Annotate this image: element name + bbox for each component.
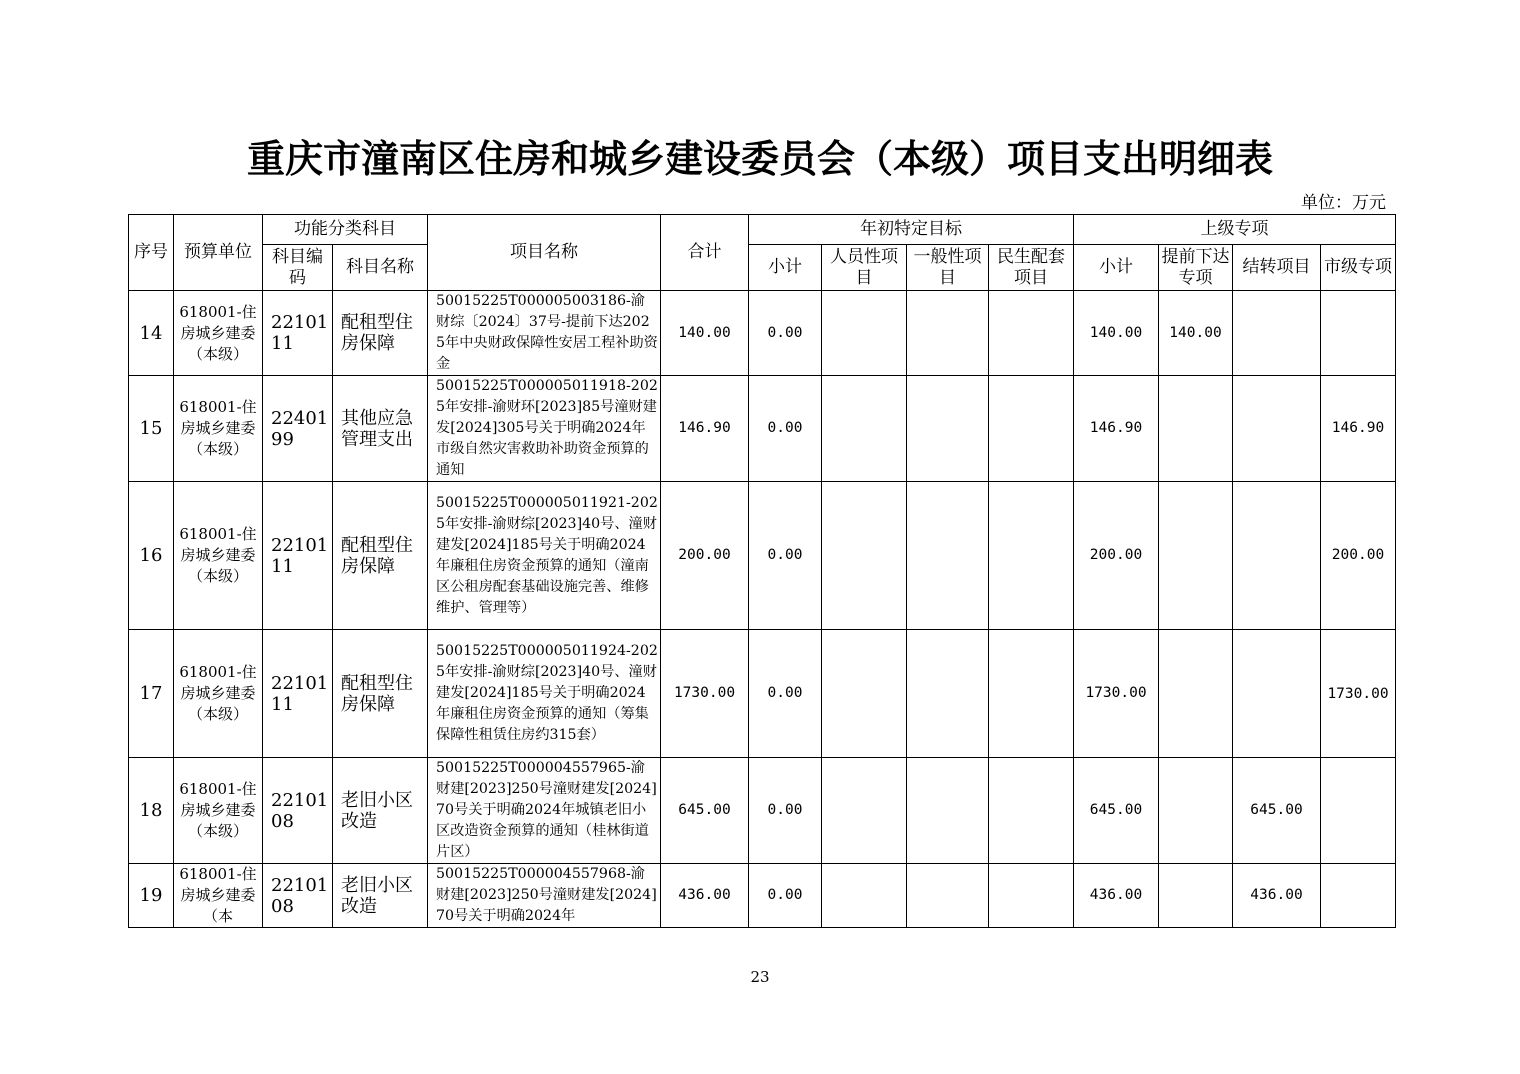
- page-title: 重庆市潼南区住房和城乡建设委员会（本级）项目支出明细表: [246, 137, 1273, 181]
- row-total: 200.00: [661, 482, 749, 630]
- row-subject-name: 配租型住房保障: [333, 630, 428, 758]
- row-project-name: 50015225T000005011924-2025年安排-渝财综[2023]40号、潼财建发[2024]185号关于明确2024年廉租住房资金预算的通知（筹集保障性租赁住房约315套）: [428, 630, 661, 758]
- header-carryover-project: 结转项目: [1233, 245, 1321, 291]
- table-row: [129, 376, 1396, 482]
- row-subject-code: 2210111: [263, 482, 333, 630]
- page-number: 23: [750, 968, 770, 986]
- row-superior-subtotal: 1730.00: [1074, 630, 1159, 758]
- row-budget-unit: 618001-住房城乡建委（本: [174, 864, 263, 928]
- row-total: 140.00: [661, 291, 749, 376]
- row-superior-subtotal: 645.00: [1074, 758, 1159, 864]
- row-project-name: 50015225T000004557968-渝财建[2023]250号潼财建发[2024]70号关于明确2024年: [428, 864, 661, 928]
- header-city-special: 市级专项: [1321, 245, 1396, 291]
- header-initial-target: 年初特定目标: [749, 215, 1074, 245]
- row-initial-subtotal: 0.00: [749, 758, 822, 864]
- row-advance-special: [1159, 376, 1233, 482]
- row-carryover-project: [1233, 291, 1321, 376]
- row-subject-code: 2240199: [263, 376, 333, 482]
- row-initial-subtotal: 0.00: [749, 630, 822, 758]
- header-subject-name: 科目名称: [333, 245, 428, 291]
- row-subject-name: 配租型住房保障: [333, 291, 428, 376]
- row-seq: 17: [129, 630, 174, 758]
- row-subject-code: 2210111: [263, 630, 333, 758]
- row-livelihood-project: [989, 376, 1074, 482]
- budget-table: [128, 214, 1396, 928]
- row-superior-subtotal: 200.00: [1074, 482, 1159, 630]
- row-city-special: 1730.00: [1321, 630, 1396, 758]
- row-seq: 16: [129, 482, 174, 630]
- row-budget-unit: 618001-住房城乡建委（本级）: [174, 630, 263, 758]
- row-budget-unit: 618001-住房城乡建委（本级）: [174, 758, 263, 864]
- header-livelihood-project: 民生配套项目: [989, 245, 1074, 291]
- row-project-name: 50015225T000005003186-渝财综〔2024〕37号-提前下达2025年中央财政保障性安居工程补助资金: [428, 291, 661, 376]
- row-general-project: [907, 630, 989, 758]
- row-seq: 18: [129, 758, 174, 864]
- row-superior-subtotal: 140.00: [1074, 291, 1159, 376]
- table-row: [129, 482, 1396, 630]
- row-carryover-project: 436.00: [1233, 864, 1321, 928]
- row-initial-subtotal: 0.00: [749, 482, 822, 630]
- header-initial-subtotal: 小计: [749, 245, 822, 291]
- row-project-name: 50015225T000004557965-渝财建[2023]250号潼财建发[2024]70号关于明确2024年城镇老旧小区改造资金预算的通知（桂林街道片区）: [428, 758, 661, 864]
- row-advance-special: [1159, 758, 1233, 864]
- header-seq: 序号: [129, 215, 174, 291]
- header-subject-code: 科目编码: [263, 245, 333, 291]
- header-personnel-project: 人员性项目: [822, 245, 907, 291]
- table-row: [129, 291, 1396, 376]
- header-superior-special: 上级专项: [1074, 215, 1396, 245]
- row-superior-subtotal: 436.00: [1074, 864, 1159, 928]
- row-general-project: [907, 291, 989, 376]
- row-city-special: 200.00: [1321, 482, 1396, 630]
- header-project-name: 项目名称: [428, 215, 661, 291]
- row-initial-subtotal: 0.00: [749, 376, 822, 482]
- row-livelihood-project: [989, 758, 1074, 864]
- header-superior-subtotal: 小计: [1074, 245, 1159, 291]
- row-city-special: 146.90: [1321, 376, 1396, 482]
- row-carryover-project: 645.00: [1233, 758, 1321, 864]
- row-general-project: [907, 864, 989, 928]
- row-budget-unit: 618001-住房城乡建委（本级）: [174, 291, 263, 376]
- row-carryover-project: [1233, 482, 1321, 630]
- row-budget-unit: 618001-住房城乡建委（本级）: [174, 482, 263, 630]
- row-seq: 19: [129, 864, 174, 928]
- row-budget-unit: 618001-住房城乡建委（本级）: [174, 376, 263, 482]
- row-city-special: [1321, 291, 1396, 376]
- row-personnel-project: [822, 291, 907, 376]
- table-row: [129, 758, 1396, 864]
- row-project-name: 50015225T000005011921-2025年安排-渝财综[2023]40号、潼财建发[2024]185号关于明确2024年廉租住房资金预算的通知（潼南区公租房配套基础设施完善、维修维护、管理等）: [428, 482, 661, 630]
- row-advance-special: 140.00: [1159, 291, 1233, 376]
- header-advance-special: 提前下达专项: [1159, 245, 1233, 291]
- row-seq: 14: [129, 291, 174, 376]
- row-city-special: [1321, 864, 1396, 928]
- row-livelihood-project: [989, 630, 1074, 758]
- row-advance-special: [1159, 482, 1233, 630]
- row-livelihood-project: [989, 864, 1074, 928]
- table-row: [129, 864, 1396, 928]
- row-total: 146.90: [661, 376, 749, 482]
- row-carryover-project: [1233, 630, 1321, 758]
- row-subject-name: 其他应急管理支出: [333, 376, 428, 482]
- row-advance-special: [1159, 864, 1233, 928]
- header-total: 合计: [661, 215, 749, 291]
- row-advance-special: [1159, 630, 1233, 758]
- row-total: 436.00: [661, 864, 749, 928]
- row-personnel-project: [822, 630, 907, 758]
- row-personnel-project: [822, 376, 907, 482]
- row-initial-subtotal: 0.00: [749, 291, 822, 376]
- header-general-project: 一般性项目: [907, 245, 989, 291]
- row-livelihood-project: [989, 291, 1074, 376]
- row-personnel-project: [822, 482, 907, 630]
- row-subject-code: 2210108: [263, 758, 333, 864]
- row-superior-subtotal: 146.90: [1074, 376, 1159, 482]
- row-project-name: 50015225T000005011918-2025年安排-渝财环[2023]85号潼财建发[2024]305号关于明确2024年市级自然灾害救助补助资金预算的通知: [428, 376, 661, 482]
- unit-label: 单位：万元: [1301, 193, 1386, 213]
- row-personnel-project: [822, 864, 907, 928]
- row-seq: 15: [129, 376, 174, 482]
- row-total: 645.00: [661, 758, 749, 864]
- row-general-project: [907, 482, 989, 630]
- header-func-class: 功能分类科目: [263, 215, 428, 245]
- table-row: [129, 630, 1396, 758]
- row-personnel-project: [822, 758, 907, 864]
- row-subject-name: 老旧小区改造: [333, 758, 428, 864]
- header-budget-unit: 预算单位: [174, 215, 263, 291]
- row-initial-subtotal: 0.00: [749, 864, 822, 928]
- row-carryover-project: [1233, 376, 1321, 482]
- row-city-special: [1321, 758, 1396, 864]
- row-total: 1730.00: [661, 630, 749, 758]
- row-subject-code: 2210108: [263, 864, 333, 928]
- row-livelihood-project: [989, 482, 1074, 630]
- row-subject-name: 配租型住房保障: [333, 482, 428, 630]
- row-subject-name: 老旧小区改造: [333, 864, 428, 928]
- row-general-project: [907, 758, 989, 864]
- row-general-project: [907, 376, 989, 482]
- row-subject-code: 2210111: [263, 291, 333, 376]
